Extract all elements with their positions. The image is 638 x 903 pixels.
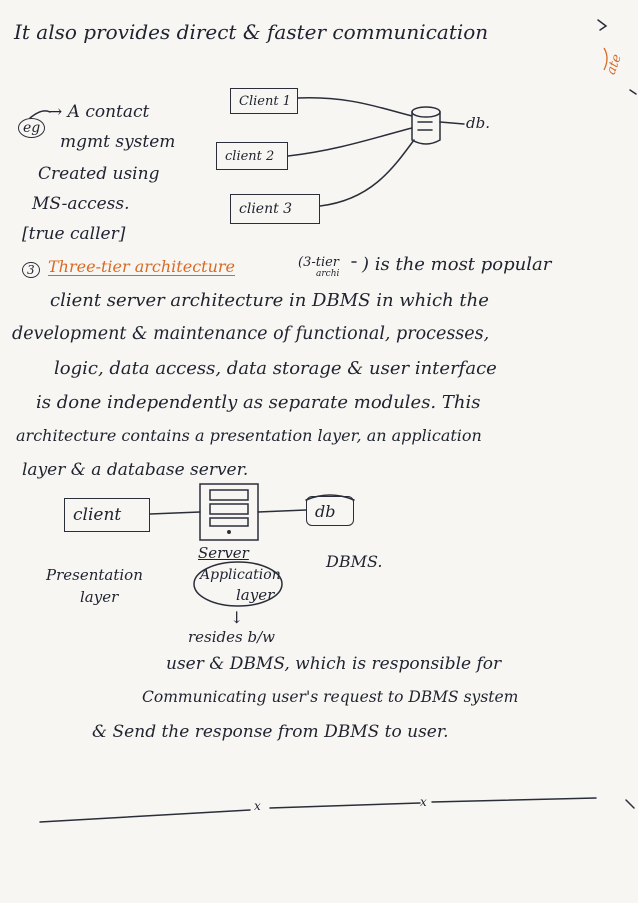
corner-arrow-icon [598,20,606,30]
section3-line2: client server architecture in DBMS in which the [50,290,489,311]
separator-mark-1: x [254,799,261,813]
db-label-1: db. [466,114,490,132]
connector-client1 [298,98,412,116]
eg-line-d: MS-access. [32,194,130,214]
note-line2: user & DBMS, which is responsible for [166,654,502,674]
app-arrow: ↓ [230,608,244,627]
section3-number: 3 [22,262,40,278]
client2-box: client 2 [216,142,288,170]
eg-line-e: [true caller] [22,224,126,244]
section3-line6: architecture contains a presentation layer, an application [16,426,482,445]
connector-client2 [288,128,412,156]
note-line1: resides b/w [188,628,275,646]
section3-line7: layer & a database server. [22,460,249,480]
application-layer-oval [194,562,282,606]
client3-box: client 3 [230,194,320,224]
client1-box: Client 1 [230,88,298,114]
section3-line3: development & maintenance of functional, processes, [12,324,490,344]
margin-mark: ate [603,52,625,77]
eg-line-a: → A contact [48,102,150,122]
db-cylinder-icon [412,107,440,117]
eg-line-c: Created using [38,164,160,184]
server-label: Server [198,544,249,562]
app-line1: Application [200,567,281,583]
dbms-label: DBMS. [326,552,383,571]
connector-client-server [150,512,200,514]
db-box: db [306,496,354,526]
connector-server-db [258,510,306,512]
note-line3: Communicating user's request to DBMS system [142,688,519,706]
note-line4: & Send the response from DBMS to user. [92,722,449,742]
intro-line: It also provides direct & faster communication [14,20,489,44]
section3-paren-b: archi [316,269,340,279]
pres-line2: layer [80,588,119,606]
eg-line-b: mgmt system [60,132,176,152]
section3-line5: is done independently as separate modules. This [36,392,481,413]
pres-line1: Presentation [46,566,143,584]
section3-line4: logic, data access, data storage & user interface [54,358,497,379]
eg-badge: eg [18,118,45,138]
section3-heading: Three-tier architecture [48,257,235,276]
connector-client3 [320,140,414,206]
separator-mark-2: x [420,795,427,809]
client-box: client [64,498,150,532]
section3-rest1: ) is the most popular [362,254,552,275]
app-line2: layer [236,586,275,604]
section3-paren-a: (3-tier [298,255,340,270]
